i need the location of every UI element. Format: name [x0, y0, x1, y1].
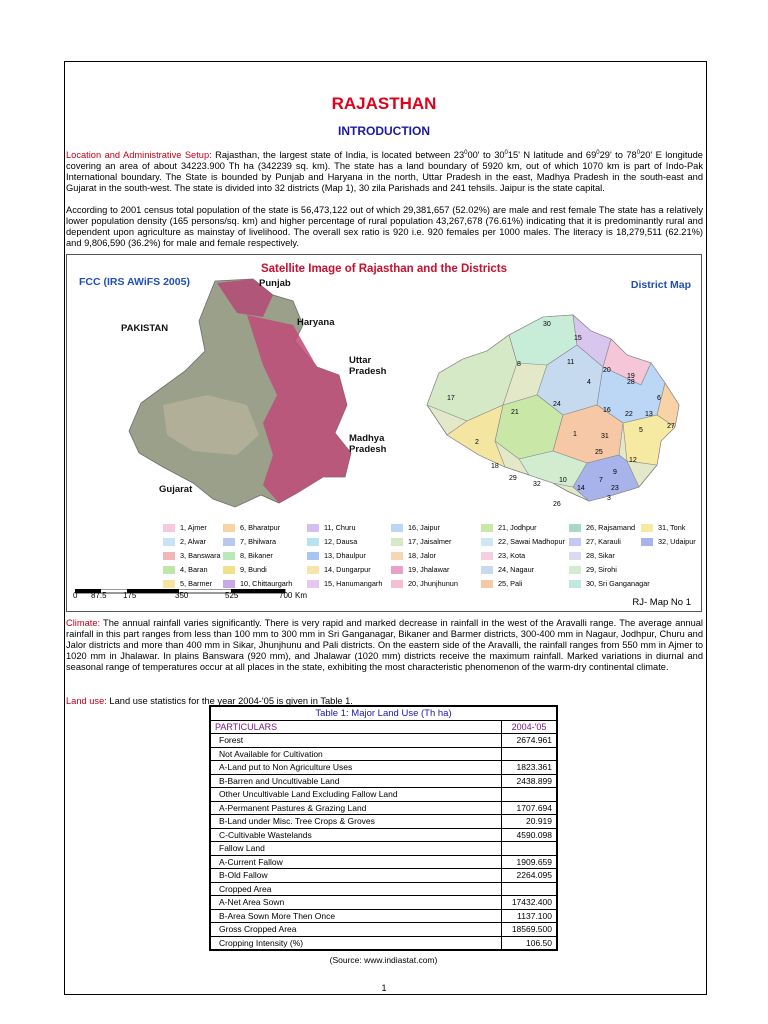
legend-entry	[481, 565, 534, 574]
legend-label: 7, Bhilwara	[240, 537, 277, 546]
legend-entry	[569, 565, 617, 574]
district-number: 17	[447, 395, 455, 402]
legend-swatch	[391, 566, 403, 574]
label-madhya: Madhya	[349, 433, 385, 444]
district-number: 25	[595, 449, 603, 456]
district-number: 7	[599, 477, 603, 484]
row-value: 4590.098	[502, 828, 558, 842]
district-number: 4	[587, 379, 591, 386]
figure-title: Satellite Image of Rajasthan and the Districts	[260, 263, 508, 275]
degree-sup: 0	[464, 149, 468, 156]
district-number: 26	[553, 501, 561, 508]
row-value: 1909.659	[502, 855, 558, 869]
table-row	[210, 882, 557, 896]
district-number: 13	[645, 411, 653, 418]
header-particulars: PARTICULARS	[210, 720, 502, 734]
legend-swatch	[307, 524, 319, 532]
table-row	[210, 788, 557, 802]
section-heading: INTRODUCTION	[338, 124, 430, 138]
satellite-image	[129, 279, 351, 507]
district-number: 28	[627, 379, 635, 386]
header-year: 2004-'05	[502, 720, 558, 734]
row-value: 1707.694	[502, 801, 558, 815]
legend-entry	[391, 537, 451, 546]
legend-swatch	[641, 538, 653, 546]
row-value	[502, 882, 558, 896]
legend-label: 6, Bharatpur	[240, 523, 281, 532]
legend-label: 31, Tonk	[658, 523, 686, 532]
legend-label: 10, Chittaurgarh	[240, 579, 293, 588]
table-row	[210, 869, 557, 883]
table-row	[210, 936, 557, 950]
legend-swatch	[163, 552, 175, 560]
table-caption: Table 1: Major Land Use (Th ha)	[210, 706, 557, 720]
legend-entry	[307, 551, 366, 560]
legend-label: 22, Sawai Madhopur	[498, 537, 565, 546]
table-row	[210, 855, 557, 869]
row-label: Other Uncultivable Land Excluding Fallow Land	[210, 788, 502, 802]
legend-entry	[391, 565, 449, 574]
label-punjab: Punjab	[259, 278, 291, 289]
legend-swatch	[223, 580, 235, 588]
legend-label: 28, Sikar	[586, 551, 615, 560]
legend-entry	[163, 565, 208, 574]
table-header-row	[210, 720, 557, 734]
legend-entry	[307, 537, 357, 546]
row-value: 2674.961	[502, 734, 558, 748]
legend-label: 29, Sirohi	[586, 565, 617, 574]
table-row	[210, 774, 557, 788]
legend-entry	[391, 523, 440, 532]
row-label: B-Old Fallow	[210, 869, 502, 883]
table-row	[210, 842, 557, 856]
legend-label: 17, Jaisalmer	[408, 537, 452, 546]
scale-tick: 175	[123, 591, 137, 600]
row-value: 20.919	[502, 815, 558, 829]
scale-tick: 700	[279, 591, 293, 600]
scale-tick: 525	[225, 591, 239, 600]
scale-unit: Km	[295, 591, 307, 600]
legend-label: 26, Rajsamand	[586, 523, 636, 532]
district-number: 5	[639, 427, 643, 434]
legend-entry	[641, 523, 685, 532]
land-use-table	[209, 705, 558, 951]
legend-label: 16, Jaipur	[408, 523, 441, 532]
district-number: 24	[553, 401, 561, 408]
row-label: Fallow Land	[210, 842, 502, 856]
district-number: 23	[611, 485, 619, 492]
location-text: 00' to 30	[467, 150, 505, 160]
row-value: 17432.400	[502, 896, 558, 910]
legend-label: 9, Bundi	[240, 565, 267, 574]
legend-entry	[163, 523, 207, 532]
table-row	[210, 923, 557, 937]
table-row	[210, 801, 557, 815]
table-row	[210, 761, 557, 775]
legend-entry	[223, 537, 276, 546]
climate-text: The annual rainfall varies significantly. There is very rapid and marked decrease in rainfall in the west of the Aravalli range. The average annual rainfall in this part ranges from less than 100 mm to 300 mm in Sri Ganganagar, Bikaner and Barmer districts, 300-400 mm in Nagaur, Jodhpur, Churu and Jalor districts and more than 400 mm in Sikar, Jhunjhunu and Pali districts. On the eastern side of the Aravalli, the rainfall ranges from 550 mm in Ajmer to 1020 mm in Jhalawar. In plains Banswara (920 mm), and Jhalawar (1020 mm) districts receive the maximum rainfall. Marked variations in diurnal and seasonal range of temperatures occur at all places in the state, exhibiting the most characteristic phenomenon of the warm-dry continental climate.	[66, 618, 703, 672]
district-number: 14	[577, 485, 585, 492]
legend-label: 1, Ajmer	[180, 523, 207, 532]
legend-swatch	[163, 566, 175, 574]
legend-entry	[307, 523, 356, 532]
row-label: Gross Cropped Area	[210, 923, 502, 937]
legend-swatch	[569, 566, 581, 574]
district-number: 21	[511, 409, 519, 416]
row-label: A-Land put to Non Agriculture Uses	[210, 761, 502, 775]
legend-entry	[163, 537, 206, 546]
location-label: Location and Administrative Setup:	[66, 150, 212, 160]
district-number: 32	[533, 481, 541, 488]
table-row	[210, 909, 557, 923]
degree-sup: 0	[636, 149, 641, 156]
table-row	[210, 747, 557, 761]
district-number: 2	[475, 439, 479, 446]
legend-entry	[223, 523, 280, 532]
district-number: 27	[667, 423, 675, 430]
legend-swatch	[307, 552, 319, 560]
district-number: 16	[603, 407, 611, 414]
row-label: Not Available for Cultivation	[210, 747, 502, 761]
legend-label: 8, Bikaner	[240, 551, 273, 560]
row-label: Forest	[210, 734, 502, 748]
legend-label: 24, Nagaur	[498, 565, 535, 574]
district-number: 22	[625, 411, 633, 418]
label-pakistan: PAKISTAN	[121, 323, 169, 334]
legend-label: 5, Barmer	[180, 579, 213, 588]
page-number: 1	[381, 983, 387, 993]
label-gujarat: Gujarat	[159, 484, 193, 495]
district-map	[427, 315, 679, 501]
legend-entry	[223, 551, 273, 560]
legend-swatch	[307, 566, 319, 574]
scale-tick: 87.5	[91, 591, 107, 600]
district-number: 30	[543, 321, 551, 328]
legend-swatch	[569, 524, 581, 532]
label-haryana: Haryana	[297, 317, 335, 328]
district-number: 10	[559, 477, 567, 484]
legend-entry	[569, 579, 650, 588]
legend-entry	[163, 579, 212, 588]
district-map-caption: District Map	[630, 279, 691, 291]
location-paragraph	[66, 150, 703, 194]
row-label: Cropped Area	[210, 882, 502, 896]
legend-label: 18, Jalor	[408, 551, 436, 560]
legend-label: 21, Jodhpur	[498, 523, 537, 532]
landuse-label: Land use:	[66, 696, 107, 706]
census-paragraph: According to 2001 census total population of the state is 56,473,122 out of which 29,381,657 (52.02%) are male and rest female The state has a relatively lower population density (165 persons/sq. km) and higher percentage of rural population 43,267,678 (76.61%) indicating that it is predominantly rural and dependent upon agriculture as mainstay of livelihood. The overall sex ratio is 920 i.e. 920 females per 1000 males. The literacy is 18,279,511 (62.21%) and 9,806,590 (36.2%) for male and female respectively.	[66, 205, 703, 248]
legend-swatch	[481, 552, 493, 560]
legend-entry	[391, 579, 458, 588]
legend-label: 30, Sri Ganganagar	[586, 579, 650, 588]
legend-entry	[163, 551, 221, 560]
legend-label: 4, Baran	[180, 565, 208, 574]
table-source: (Source: www.indiastat.com)	[329, 955, 438, 965]
legend-label: 27, Karauli	[586, 537, 621, 546]
district-number: 29	[509, 475, 517, 482]
legend-label: 32, Udaipur	[658, 537, 696, 546]
location-text: 15' N latitude and 69	[507, 150, 597, 160]
legend-label: 2, Alwar	[180, 537, 206, 546]
table-row	[210, 815, 557, 829]
row-value	[502, 788, 558, 802]
district-number: 31	[601, 433, 609, 440]
location-text: 20' E longitude covering an area of about 34223.900 Th ha (342239 sq. km). The state has a land boundary of 5920 km, out of which 1070 km is part of Indo-Pak International boundary. The State is bounded by Punjab and Haryana in the north, Uttar Pradesh in the east, Madhya Pradesh in the south-east and Gujarat in the south-west. The state is divided into 32 districts (Map 1), 30 zila Parishads and 241 tehsils. Jaipur is the state capital.	[66, 150, 703, 193]
legend-swatch	[307, 580, 319, 588]
legend-entry	[391, 551, 436, 560]
degree-sup: 0	[504, 149, 508, 156]
row-label: B-Barren and Uncultivable Land	[210, 774, 502, 788]
legend-label: 12, Dausa	[324, 537, 358, 546]
label-madhya-pradesh: Pradesh	[349, 444, 387, 455]
row-label: C-Cultivable Wastelands	[210, 828, 502, 842]
legend-swatch	[163, 524, 175, 532]
legend-entry	[569, 537, 621, 546]
legend-swatch	[223, 552, 235, 560]
legend-swatch	[223, 524, 235, 532]
legend-label: 13, Dhaulpur	[324, 551, 366, 560]
legend-swatch	[481, 580, 493, 588]
legend-entry	[223, 565, 267, 574]
location-text: 29' to 78	[599, 150, 637, 160]
label-uttar-pradesh: Pradesh	[349, 366, 387, 377]
climate-paragraph	[66, 618, 703, 673]
legend-swatch	[641, 524, 653, 532]
legend-entry	[307, 579, 382, 588]
row-value	[502, 747, 558, 761]
legend-swatch	[163, 538, 175, 546]
legend-label: 20, Jhunjhunun	[408, 579, 458, 588]
district-number: 15	[574, 335, 582, 342]
scale-tick: 350	[175, 591, 189, 600]
legend-entry	[481, 523, 537, 532]
row-label: A-Permanent Pastures & Grazing Land	[210, 801, 502, 815]
legend-swatch	[307, 538, 319, 546]
row-value: 1823.361	[502, 761, 558, 775]
legend-swatch	[223, 566, 235, 574]
table-row	[210, 896, 557, 910]
legend-label: 19, Jhalawar	[408, 565, 450, 574]
legend-swatch	[481, 538, 493, 546]
row-label: B-Area Sown More Then Once	[210, 909, 502, 923]
map-figure	[66, 254, 702, 612]
district-number: 9	[613, 469, 617, 476]
district-number: 19	[627, 373, 635, 380]
legend-entry	[223, 579, 292, 588]
legend-entry	[641, 537, 696, 546]
legend-swatch	[391, 524, 403, 532]
legend-entry	[307, 565, 371, 574]
legend-entry	[481, 579, 522, 588]
legend-label: 14, Dungarpur	[324, 565, 371, 574]
location-text: Rajasthan, the largest state of India, is located between 23	[211, 150, 465, 160]
degree-sup: 0	[596, 149, 600, 156]
legend-swatch	[391, 580, 403, 588]
legend-entry	[569, 551, 615, 560]
row-value: 1137.100	[502, 909, 558, 923]
legend-swatch	[223, 538, 235, 546]
row-label: B-Land under Misc. Tree Crops & Groves	[210, 815, 502, 829]
row-value: 18569.500	[502, 923, 558, 937]
legend-label: 11, Churu	[324, 523, 356, 532]
satellite-caption: FCC (IRS AWiFS 2005)	[79, 276, 190, 288]
scale-tick: 0	[73, 591, 78, 600]
district-number: 11	[567, 359, 575, 366]
legend-swatch	[569, 538, 581, 546]
district-number: 3	[607, 495, 611, 502]
legend-entry	[569, 523, 635, 532]
page-title: RAJASTHAN	[331, 94, 437, 113]
district-number: 20	[603, 367, 611, 374]
legend-swatch	[391, 538, 403, 546]
legend-swatch	[481, 524, 493, 532]
district-number: 1	[573, 431, 577, 438]
table-caption-row	[210, 706, 557, 720]
legend-label: 3, Banswara	[180, 551, 221, 560]
district-number: 12	[629, 457, 637, 464]
row-value	[502, 842, 558, 856]
district-number: 8	[517, 361, 521, 368]
legend-entry	[481, 537, 565, 546]
label-uttar: Uttar	[349, 355, 372, 366]
legend-swatch	[569, 552, 581, 560]
legend-label: 25, Pali	[498, 579, 523, 588]
district-number: 18	[491, 463, 499, 470]
legend-label: 23, Kota	[498, 551, 526, 560]
table-row	[210, 828, 557, 842]
legend-swatch	[163, 580, 175, 588]
row-value: 2438.899	[502, 774, 558, 788]
legend-swatch	[569, 580, 581, 588]
climate-label: Climate:	[66, 618, 101, 628]
row-label: A-Net Area Sown	[210, 896, 502, 910]
row-label: Cropping Intensity (%)	[210, 936, 502, 950]
legend-swatch	[481, 566, 493, 574]
row-label: A-Current Fallow	[210, 855, 502, 869]
row-value: 2264.095	[502, 869, 558, 883]
row-value: 106.50	[502, 936, 558, 950]
table-row	[210, 734, 557, 748]
legend-label: 15, Hanumangarh	[324, 579, 383, 588]
legend-swatch	[391, 552, 403, 560]
landuse-text: Land use statistics for the year 2004-'05 is given in Table 1.	[106, 696, 353, 706]
map-number: RJ- Map No 1	[632, 597, 691, 608]
legend-entry	[481, 551, 525, 560]
district-number: 6	[657, 395, 661, 402]
